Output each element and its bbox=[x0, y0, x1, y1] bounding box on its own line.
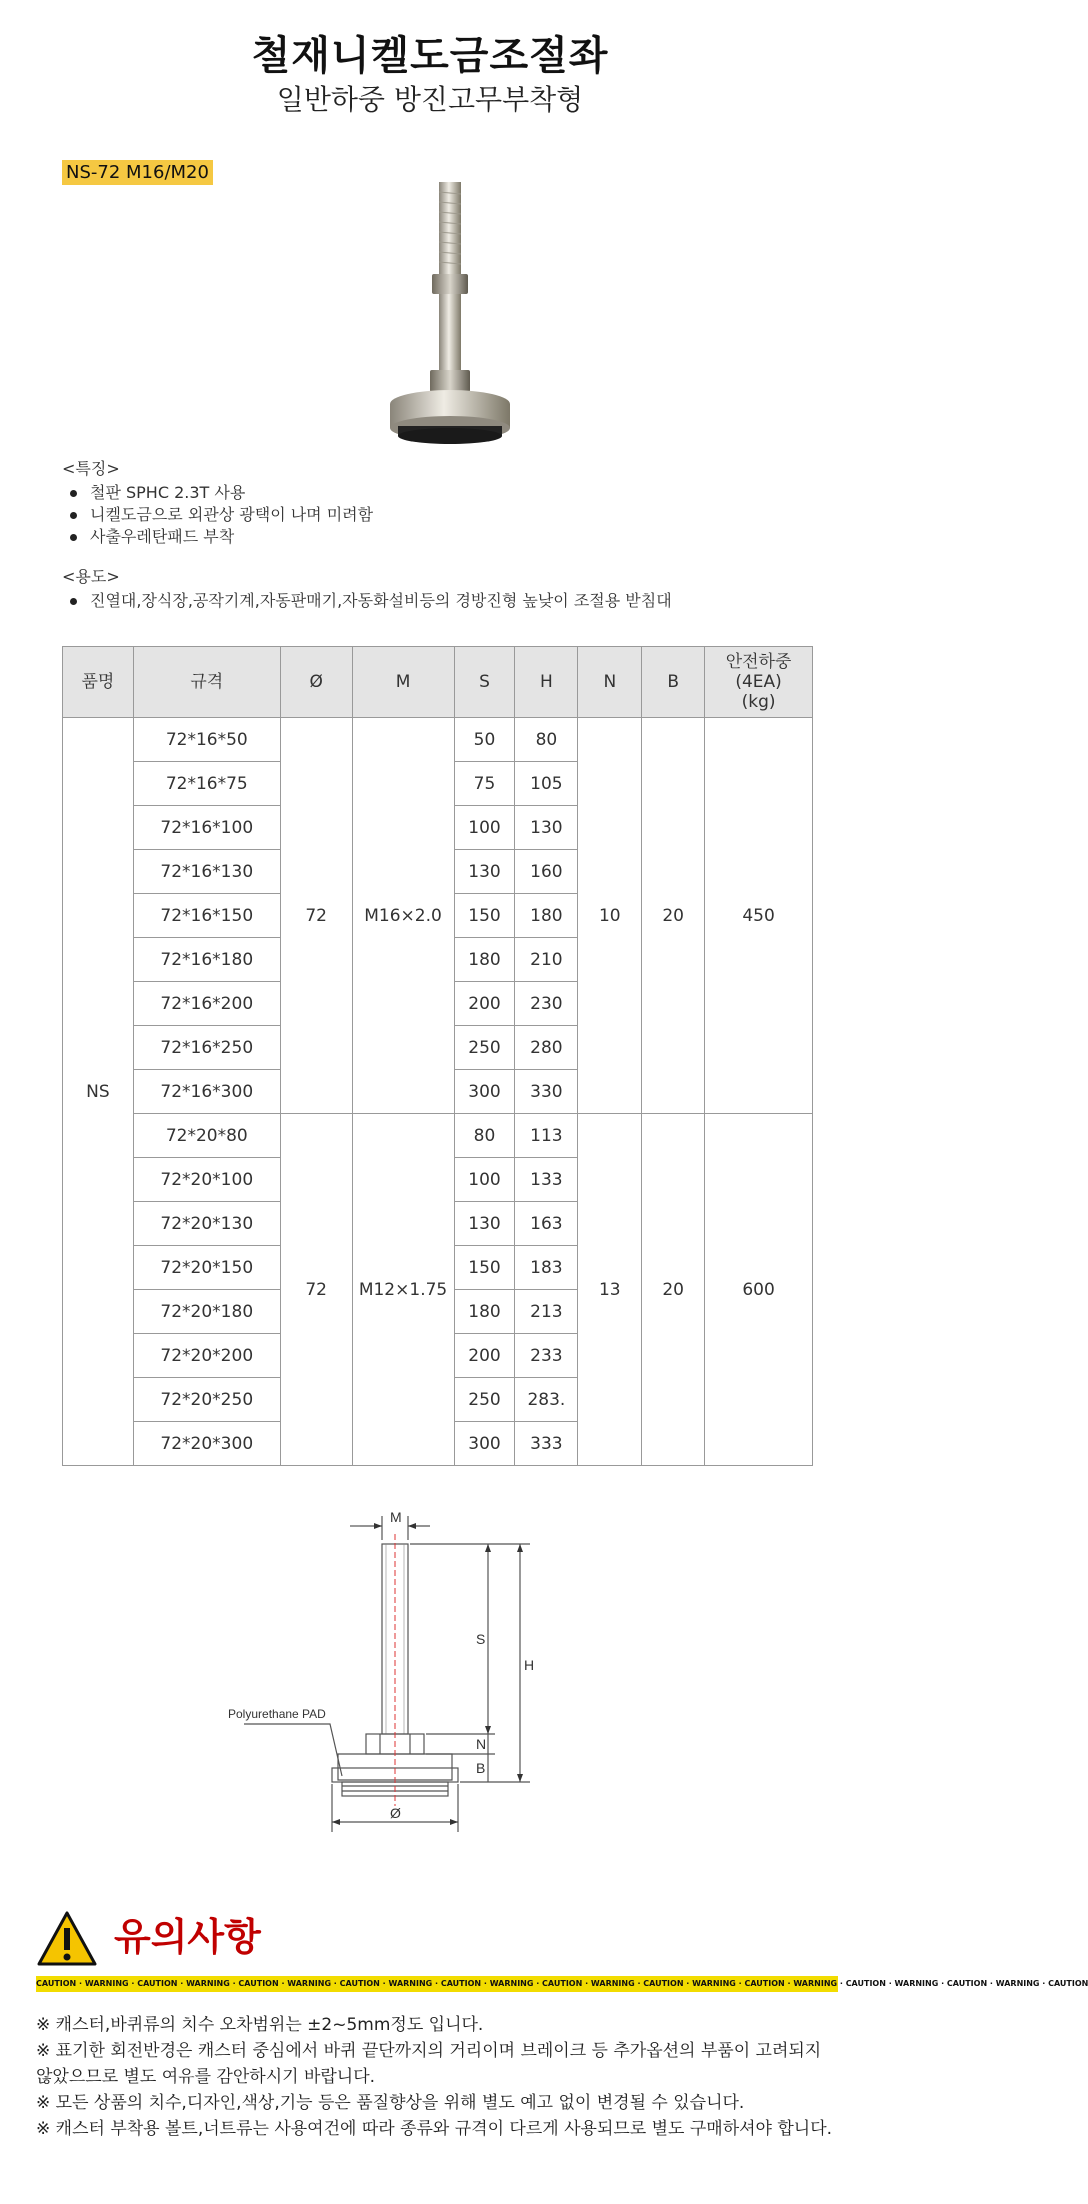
table-row bbox=[63, 1114, 813, 1158]
cell-b: 20 bbox=[642, 1114, 705, 1466]
cell-b: 20 bbox=[642, 718, 705, 1114]
cell-thread: M12×1.75 bbox=[352, 1114, 454, 1466]
cell-s: 50 bbox=[454, 718, 515, 762]
cell-h: 233 bbox=[515, 1334, 578, 1378]
cell-s: 150 bbox=[454, 894, 515, 938]
cell-spec: 72*20*130 bbox=[133, 1202, 280, 1246]
cell-spec: 72*16*300 bbox=[133, 1070, 280, 1114]
label-b: B bbox=[476, 1760, 486, 1776]
cell-s: 150 bbox=[454, 1246, 515, 1290]
spec-table bbox=[62, 646, 813, 1466]
cell-s: 250 bbox=[454, 1026, 515, 1070]
label-s: S bbox=[476, 1631, 486, 1647]
cell-load: 450 bbox=[705, 718, 813, 1114]
cell-h: 333 bbox=[515, 1422, 578, 1466]
page-title: 철재니켈도금조절좌 bbox=[251, 33, 609, 79]
note-item: ※ 모든 상품의 치수,디자인,색상,기능 등은 품질향상을 위해 별도 예고 없이 변경될 수 있습니다. bbox=[36, 2093, 745, 2113]
header-h: H bbox=[515, 647, 578, 718]
cell-h: 80 bbox=[515, 718, 578, 762]
cell-spec: 72*16*100 bbox=[133, 806, 280, 850]
label-m: M bbox=[390, 1509, 402, 1525]
cell-spec: 72*20*200 bbox=[133, 1334, 280, 1378]
caution-strip: CAUTION · WARNING · CAUTION · WARNING · CAUTION · WARNING · CAUTION · WARNING · CAUTION · WARNING · CAUTION · WARNING · CAUTION · WARNING · CAUTION · WARNING · CAUTION · WARNING · CAUTION · WARNING · CAUTION bbox=[36, 1976, 838, 1992]
cell-s: 130 bbox=[454, 850, 515, 894]
dimension-drawing bbox=[220, 1510, 640, 1870]
cell-h: 210 bbox=[515, 938, 578, 982]
cell-thread: M16×2.0 bbox=[352, 718, 454, 1114]
cell-load: 600 bbox=[705, 1114, 813, 1466]
header-n: N bbox=[578, 647, 642, 718]
cell-s: 130 bbox=[454, 1202, 515, 1246]
cell-n: 10 bbox=[578, 718, 642, 1114]
label-n: N bbox=[476, 1736, 487, 1752]
cell-h: 183 bbox=[515, 1246, 578, 1290]
features-heading: <특징> bbox=[62, 459, 120, 478]
cell-h: 280 bbox=[515, 1026, 578, 1070]
cell-spec: 72*16*50 bbox=[133, 718, 280, 762]
cell-diameter: 72 bbox=[280, 718, 352, 1114]
cell-h: 213 bbox=[515, 1290, 578, 1334]
cell-s: 200 bbox=[454, 1334, 515, 1378]
cell-h: 160 bbox=[515, 850, 578, 894]
cell-spec: 72*16*130 bbox=[133, 850, 280, 894]
cell-n: 13 bbox=[578, 1114, 642, 1466]
header-b: B bbox=[642, 647, 705, 718]
cell-s: 250 bbox=[454, 1378, 515, 1422]
cell-s: 200 bbox=[454, 982, 515, 1026]
cell-spec: 72*20*150 bbox=[133, 1246, 280, 1290]
cell-s: 100 bbox=[454, 806, 515, 850]
feature-item: 사출우레탄패드 부착 bbox=[90, 526, 373, 548]
warning-triangle-icon bbox=[36, 1910, 98, 1968]
cell-spec: 72*16*150 bbox=[133, 894, 280, 938]
header-s: S bbox=[454, 647, 515, 718]
cell-h: 230 bbox=[515, 982, 578, 1026]
header-load: 안전하중 (4EA) (kg) bbox=[705, 647, 813, 718]
cell-s: 180 bbox=[454, 1290, 515, 1334]
note-item: ※ 캐스터 부착용 볼트,너트류는 사용여건에 따라 종류와 규격이 다르게 사용되므로 별도 구매하셔야 합니다. bbox=[36, 2119, 833, 2139]
notes-section bbox=[36, 2012, 836, 2142]
cell-s: 100 bbox=[454, 1158, 515, 1202]
cell-h: 130 bbox=[515, 806, 578, 850]
note-item: ※ 캐스터,바퀴류의 치수 오차범위는 ±2~5mm정도 입니다. bbox=[36, 2015, 484, 2035]
label-pad: Polyurethane PAD bbox=[228, 1707, 326, 1721]
header-diameter: Ø bbox=[280, 647, 352, 718]
model-tag: NS-72 M16/M20 bbox=[62, 160, 213, 185]
cell-spec: 72*20*180 bbox=[133, 1290, 280, 1334]
warning-title: 유의사항 bbox=[114, 1915, 261, 1959]
cell-s: 300 bbox=[454, 1422, 515, 1466]
page-subtitle: 일반하중 방진고무부착형 bbox=[276, 83, 584, 116]
cell-h: 330 bbox=[515, 1070, 578, 1114]
cell-h: 163 bbox=[515, 1202, 578, 1246]
cell-s: 80 bbox=[454, 1114, 515, 1158]
header-name: 품명 bbox=[63, 647, 134, 718]
cell-diameter: 72 bbox=[280, 1114, 352, 1466]
cell-h: 133 bbox=[515, 1158, 578, 1202]
cell-spec: 72*16*180 bbox=[133, 938, 280, 982]
table-row bbox=[63, 718, 813, 762]
cell-h: 105 bbox=[515, 762, 578, 806]
cell-h: 113 bbox=[515, 1114, 578, 1158]
cell-spec: 72*16*250 bbox=[133, 1026, 280, 1070]
feature-item: 철판 SPHC 2.3T 사용 bbox=[90, 482, 373, 504]
features-section bbox=[62, 458, 373, 548]
cell-h: 283. bbox=[515, 1378, 578, 1422]
cell-spec: 72*20*250 bbox=[133, 1378, 280, 1422]
usage-section bbox=[62, 566, 672, 612]
cell-h: 180 bbox=[515, 894, 578, 938]
note-item: ※ 표기한 회전반경은 캐스터 중심에서 바퀴 끝단까지의 거리이며 브레이크 등 추가옵션의 부품이 고려되지 않았으므로 별도 여유를 감안하시기 바랍니다. bbox=[36, 2041, 822, 2087]
cell-spec: 72*16*200 bbox=[133, 982, 280, 1026]
cell-s: 180 bbox=[454, 938, 515, 982]
usage-heading: <용도> bbox=[62, 567, 120, 586]
product-photo bbox=[232, 132, 680, 500]
label-h: H bbox=[524, 1657, 535, 1673]
label-diameter: Ø bbox=[390, 1805, 401, 1821]
cell-s: 300 bbox=[454, 1070, 515, 1114]
usage-item: 진열대,장식장,공작기계,자동판매기,자동화설비등의 경방진형 높낮이 조절용 받침대 bbox=[90, 591, 672, 610]
header-thread: M bbox=[352, 647, 454, 718]
cell-spec: 72*16*75 bbox=[133, 762, 280, 806]
feature-item: 니켈도금으로 외관상 광택이 나며 미려함 bbox=[90, 505, 374, 524]
cell-name: NS bbox=[63, 718, 134, 1466]
cell-spec: 72*20*300 bbox=[133, 1422, 280, 1466]
header-spec: 규격 bbox=[133, 647, 280, 718]
cell-spec: 72*20*80 bbox=[133, 1114, 280, 1158]
table-header-row bbox=[63, 647, 813, 718]
cell-s: 75 bbox=[454, 762, 515, 806]
cell-spec: 72*20*100 bbox=[133, 1158, 280, 1202]
